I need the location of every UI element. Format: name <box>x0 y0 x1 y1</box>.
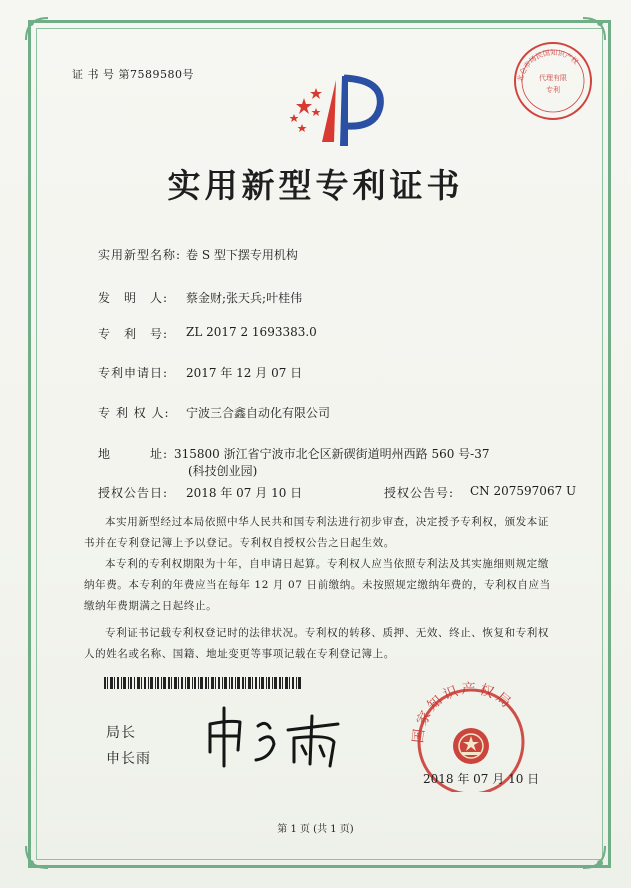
certificate-body <box>84 512 554 665</box>
field-label-name: 实用新型名称: <box>98 248 182 262</box>
certificate-number: 证 书 号 第7589580号 <box>72 68 194 81</box>
field-value-patent-number: ZL 2017 2 1693383.0 <box>186 325 317 339</box>
field-label-address: 地 址: <box>98 447 169 461</box>
barcode-icon <box>104 677 302 689</box>
svg-text:代理有限: 代理有限 <box>539 74 567 82</box>
field-label-patentee: 专 利 权 人: <box>98 406 170 420</box>
field-value-inventors: 蔡金财;张天兵;叶桂伟 <box>186 291 303 305</box>
field-value-address: 315800 浙江省宁波市北仑区新碶街道明州西路 560 号-37 <box>174 447 490 461</box>
corner-ornament <box>22 14 52 44</box>
director-title: 局长 <box>106 725 136 741</box>
body-paragraph: 本实用新型经过本局依照中华人民共和国专利法进行初步审查，决定授予专利权，颁发本证书并在专利登记簿上予以登记。专利权自授权公告之日起生效。 <box>84 516 549 549</box>
certificate-title: 实用新型专利证书 <box>167 166 464 205</box>
body-paragraph: 本专利的专利权期限为十年，自申请日起算。专利权人应当依照专利法及其实施细则规定缴纳年费。本专利的年费应当在每年 12 月 07 日前缴纳。未按照规定缴纳年费的，专利权自应当缴纳年费期满之日起终止。 <box>84 558 551 612</box>
svg-text:专利: 专利 <box>546 86 560 94</box>
body-paragraph: 专利证书记载专利权登记时的法律状况。专利权的转移、质押、无效、终止、恢复和专利权人的姓名或名称、国籍、地址变更等事项记载在专利登记簿上。 <box>84 627 549 660</box>
corner-ornament <box>579 842 609 872</box>
grant-number-label: 授权公告号: <box>384 486 455 500</box>
patent-office-logo-icon <box>282 66 392 152</box>
field-label-patent-number: 专 利 号: <box>98 327 169 341</box>
grant-number-value: CN 207597067 U <box>470 484 577 498</box>
field-value-name: 卷 S 型下摆专用机构 <box>186 248 298 262</box>
grant-date-value: 2018 年 07 月 10 日 <box>186 486 303 500</box>
handwritten-signature <box>200 700 350 772</box>
seal-date: 2018 年 07 月 10 日 <box>423 772 540 786</box>
field-value-patentee: 宁波三合鑫自动化有限公司 <box>186 406 331 420</box>
field-label-inventors: 发 明 人: <box>98 291 169 305</box>
svg-text:北仑市场民国知识产权: 北仑市场民国知识产权 <box>516 48 580 83</box>
agency-stamp <box>510 38 596 124</box>
field-value-application-date: 2017 年 12 月 07 日 <box>186 366 303 380</box>
director-name: 申长雨 <box>106 751 151 767</box>
grant-date-label: 授权公告日: <box>98 486 169 500</box>
page-footer: 第 1 页 (共 1 页) <box>277 824 354 835</box>
field-label-application-date: 专利申请日: <box>98 366 169 380</box>
field-value-address-line2: (科技创业园) <box>188 464 258 478</box>
svg-text:国家知识产权局: 国家知识产权局 <box>410 681 516 745</box>
corner-ornament <box>22 842 52 872</box>
